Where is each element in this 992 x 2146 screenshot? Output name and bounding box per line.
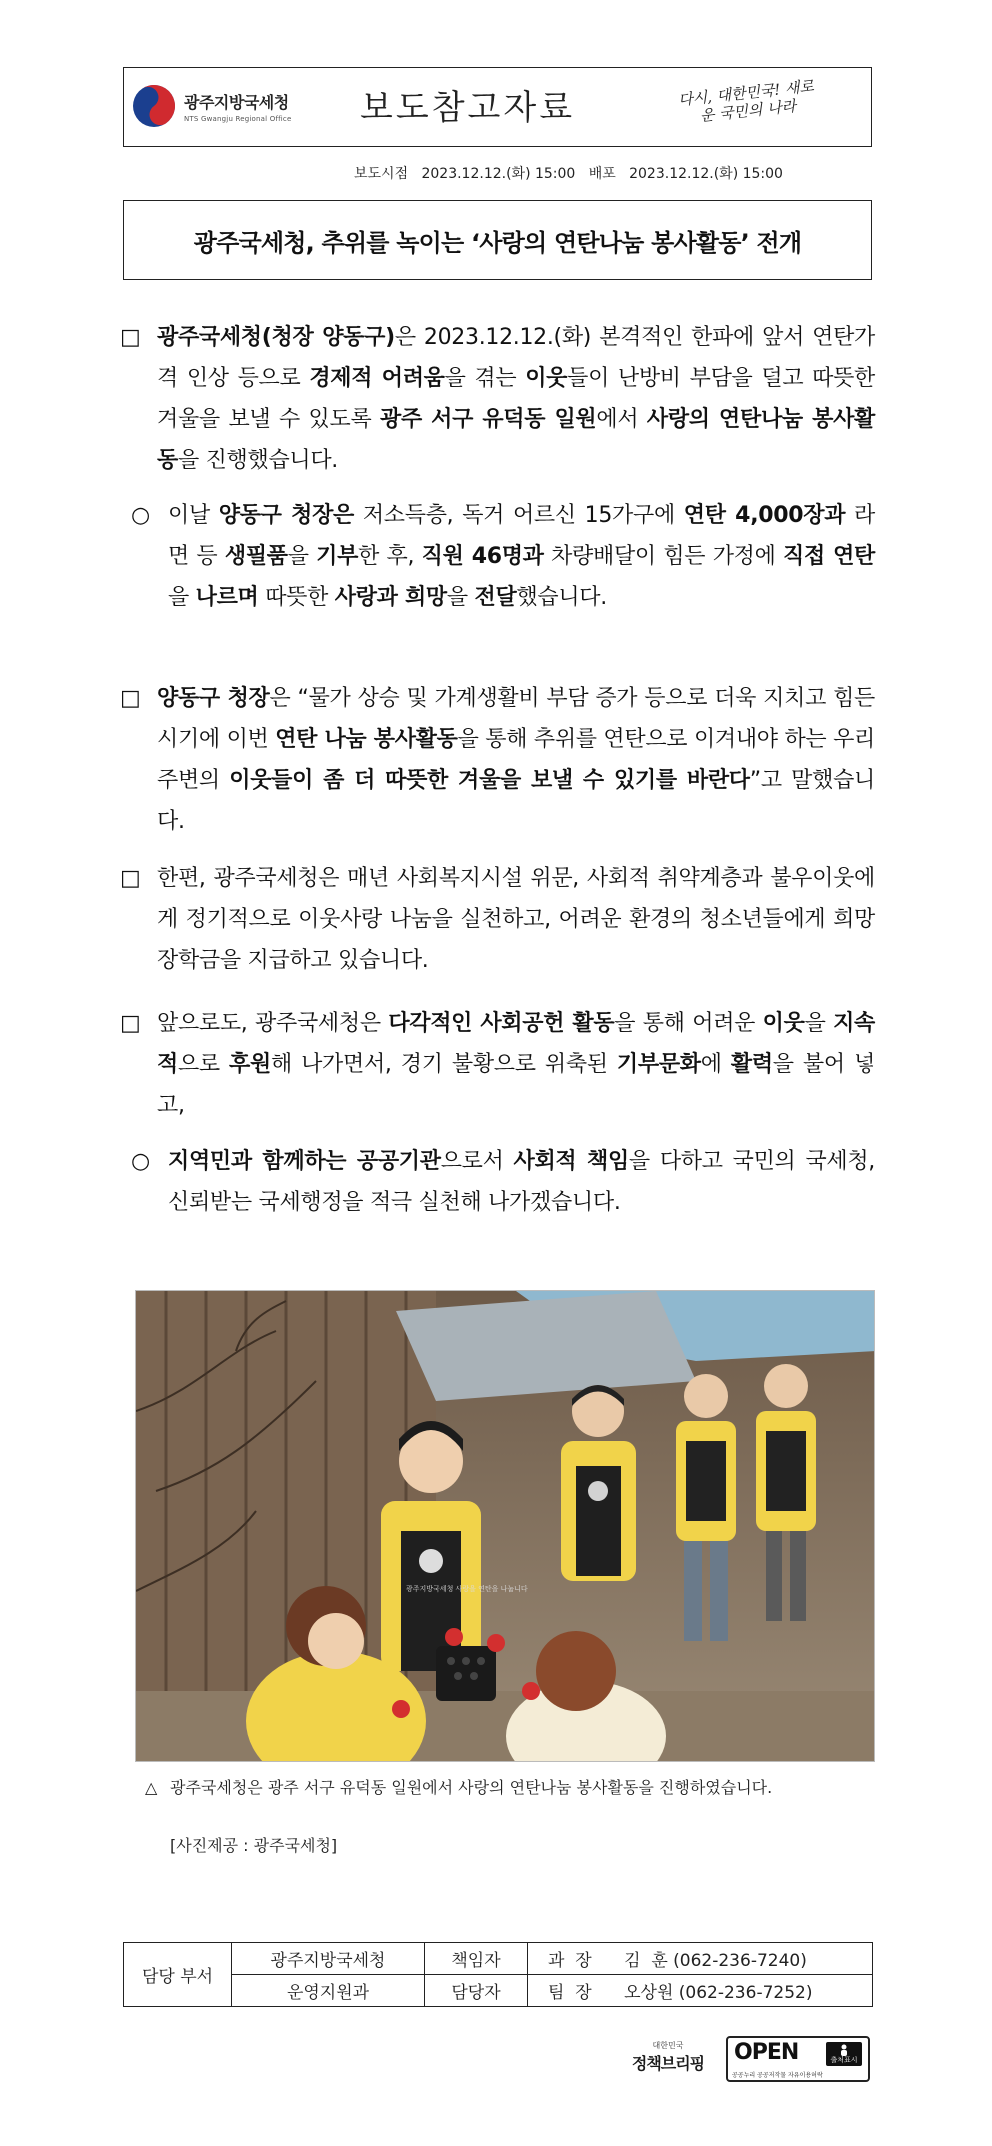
contact-role: 책임자 [425, 1943, 528, 1975]
bullet-square: □ [120, 325, 141, 350]
photo-credit: [사진제공 : 광주국세청] [170, 1836, 338, 1855]
volunteers-carrying-briquettes-illustration [136, 1291, 875, 1762]
phone-number: (062-236-7240) [673, 1951, 807, 1971]
caption-mark: △ [145, 1778, 158, 1797]
taegeuk-emblem-icon [132, 84, 176, 128]
photo-caption: 광주국세청은 광주 서구 유덕동 일원에서 사랑의 연탄나눔 봉사활동을 진행하였습니다. [170, 1778, 773, 1797]
agency-name-en: NTS Gwangju Regional Office [184, 114, 292, 123]
contact-person: 과 장 김 훈 (062-236-7240) [528, 1943, 873, 1975]
paragraph-4: 한편, 광주국세청은 매년 사회복지시설 위문, 사회적 취약계층과 불우이웃에게 정기적으로 이웃사랑 나눔을 실천하고, 어려운 환경의 청소년들에게 희망 장학금을 지급하고 있습니다. [157, 866, 875, 973]
release-info [354, 163, 783, 183]
brief-logo-name: 정책브리핑 [631, 2054, 705, 2073]
paragraph-2: 이날 양동구 청장은 저소득층, 독거 어르신 15가구에 연탄 4,000장과 라면 등 생필품을 기부한 후, 직원 46명과 차량배달이 힘든 가정에 직접 연탄을 나르며 따뜻한 사랑과 희망을 전달했습니다. [168, 503, 875, 610]
contact-role: 담당자 [425, 1975, 528, 2007]
contact-person: 팀 장 오상원 (062-236-7252) [528, 1975, 873, 2007]
agency-name: 광주지방국세청 [184, 92, 289, 112]
bullet-square: □ [120, 686, 141, 711]
document-type: 보도참고자료 [360, 88, 576, 128]
open-sub-label: 공공누리 공공저작물 자유이용허락 [732, 2072, 823, 2079]
dept-section: 운영지원과 [232, 1975, 425, 2007]
dept-label: 담당 부서 [124, 1943, 232, 2007]
bullet-circle: ○ [131, 1149, 151, 1174]
open-label: OPEN [734, 2040, 799, 2065]
document-title: 광주국세청, 추위를 녹이는 ‘사랑의 연탄나눔 봉사활동’ 전개 [193, 228, 802, 257]
paragraph-5: 앞으로도, 광주국세청은 다각적인 사회공헌 활동을 통해 어려운 이웃을 지속적으로 후원해 나가면서, 경기 불황으로 위축된 기부문화에 활력을 불어 넣고, [157, 1011, 875, 1118]
distribution-label: 배포 [588, 166, 616, 182]
contact-table [123, 1942, 873, 2007]
agency-logo [132, 84, 291, 128]
vest-apron-text: 광주지방국세청 사랑을 연탄을 나눕니다 [406, 1585, 528, 1593]
dept-name: 광주지방국세청 [232, 1943, 425, 1975]
bullet-circle: ○ [131, 503, 151, 528]
paragraph-3: 양동구 청장은 “물가 상승 및 가계생활비 부담 증가 등으로 더욱 지치고 힘든 시기에 이번 연탄 나눔 봉사활동을 통해 추위를 연탄으로 이겨내야 하는 우리 주변의 이웃들이 좀 더 따뜻한 겨울을 보낼 수 있기를 바란다”고 말했습니다. [157, 686, 875, 834]
briquette [436, 1646, 496, 1701]
person-icon [838, 2044, 850, 2056]
release-time: 2023.12.12.(화) 15:00 [421, 166, 576, 182]
policy-briefing-logo [613, 2040, 723, 2074]
attribution-badge: 출처표시 [826, 2042, 862, 2066]
phone-number: (062-236-7252) [678, 1983, 813, 2003]
event-photo [135, 1290, 875, 1762]
kogl-open-logo [726, 2036, 870, 2082]
bullet-square: □ [120, 866, 141, 891]
slogan: 다시, 대한민국! 새로운 국민의 나라 [677, 76, 815, 125]
paragraph-6: 지역민과 함께하는 공공기관으로서 사회적 책임을 다하고 국민의 국세청, 신뢰받는 국세행정을 적극 실천해 나가겠습니다. [168, 1149, 875, 1215]
release-time-label: 보도시점 [354, 166, 409, 182]
bullet-square: □ [120, 1011, 141, 1036]
brief-logo-small: 대한민국 [652, 2041, 684, 2050]
paragraph-1: 광주국세청(청장 양동구)은 2023.12.12.(화) 본격적인 한파에 앞서 연탄가격 인상 등으로 경제적 어려움을 겪는 이웃들이 난방비 부담을 덜고 따뜻한 겨울을 보낼 수 있도록 광주 서구 유덕동 일원에서 사랑의 연탄나눔 봉사활동을 진행했습니다. [157, 325, 875, 473]
distribution-time: 2023.12.12.(화) 15:00 [629, 166, 783, 182]
